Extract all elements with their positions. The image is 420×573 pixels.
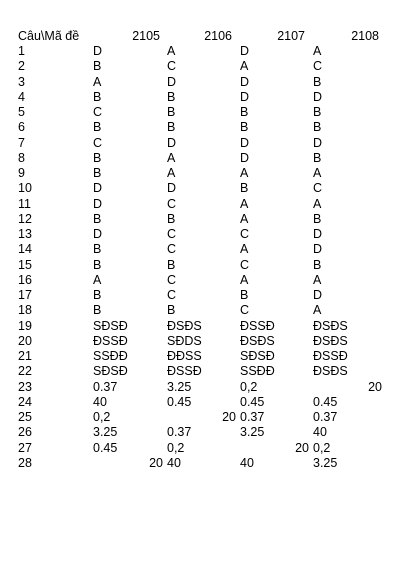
answer-cell: SĐSĐ [93, 364, 128, 379]
answer-cell: A [313, 166, 322, 180]
answer-cell: D [93, 196, 103, 211]
answer-cell: 0.45 [93, 440, 118, 455]
table-row [0, 425, 420, 440]
answer-cell: B [93, 288, 102, 302]
answer-cell: 3.25 [167, 379, 192, 394]
question-number: 13 [18, 227, 32, 241]
answer-cell: D [167, 181, 177, 196]
answer-cell: B [93, 166, 102, 180]
table-row [0, 288, 420, 303]
table-row [0, 349, 420, 364]
answer-cell: 0.45 [240, 394, 265, 409]
table-row [0, 334, 420, 349]
answer-cell: B [313, 74, 322, 89]
answer-cell: ĐSSĐ [313, 349, 348, 363]
answer-cell: B [93, 120, 102, 135]
question-number: 19 [18, 318, 32, 333]
answer-cell: B [167, 120, 176, 135]
exam-code-header: 2107 [277, 29, 305, 43]
question-number: 14 [18, 242, 32, 257]
answer-cell: B [93, 242, 102, 257]
answer-cell: B [240, 181, 249, 196]
answer-cell: A [313, 44, 322, 58]
answer-cell: 0.37 [240, 410, 265, 424]
answer-cell: B [313, 105, 322, 119]
answer-cell: A [240, 211, 249, 226]
answer-cell: 40 [240, 455, 254, 470]
header-row [0, 29, 420, 44]
answer-cell: 20 [368, 379, 382, 394]
table-row [0, 258, 420, 273]
table-row [0, 242, 420, 257]
answer-cell: B [167, 303, 176, 318]
answer-cell: A [240, 272, 249, 287]
answer-cell: A [93, 74, 102, 89]
answer-cell: B [93, 89, 102, 104]
answer-cell: SĐDS [167, 333, 202, 348]
answer-cell: A [240, 166, 249, 180]
answer-cell: SSĐĐ [93, 349, 128, 363]
answer-cell: ĐSĐS [313, 333, 348, 348]
answer-cell: A [93, 272, 102, 287]
question-column-header: Câu\Mã đề [18, 29, 80, 43]
answer-cell: A [313, 272, 322, 287]
question-number: 7 [18, 135, 25, 150]
question-number: 27 [18, 440, 32, 455]
answer-cell: C [167, 196, 177, 211]
question-number: 2 [18, 59, 25, 74]
answer-cell: B [313, 150, 322, 165]
answer-cell: B [167, 211, 176, 226]
question-number: 23 [18, 379, 32, 394]
answer-cell: 0,2 [93, 410, 111, 424]
table-row [0, 395, 420, 410]
answer-cell: 0,2 [313, 440, 331, 455]
table-row [0, 166, 420, 181]
answer-cell: B [240, 120, 249, 135]
answer-cell: C [167, 227, 177, 241]
exam-code-header: 2108 [351, 29, 379, 43]
answer-cell: A [240, 196, 249, 211]
table-row [0, 380, 420, 395]
answer-cell: C [240, 257, 250, 272]
exam-code-header: 2106 [204, 29, 232, 43]
question-number: 4 [18, 89, 25, 104]
table-row [0, 456, 420, 471]
answer-cell: D [313, 288, 323, 302]
answer-cell: 0.45 [167, 394, 192, 409]
table-row [0, 410, 420, 425]
answer-cell: C [93, 135, 103, 150]
table-row [0, 59, 420, 74]
answer-cell: SSĐĐ [240, 364, 275, 379]
question-number: 6 [18, 120, 25, 135]
table-row [0, 44, 420, 59]
table-row [0, 105, 420, 120]
answer-cell: C [167, 242, 177, 257]
table-row [0, 151, 420, 166]
answer-cell: C [93, 105, 103, 119]
answer-cell: 3.25 [240, 425, 265, 440]
question-number: 21 [18, 349, 32, 363]
answer-cell: SĐSĐ [240, 349, 275, 363]
answer-cell: 0.45 [313, 394, 338, 409]
question-number: 9 [18, 166, 25, 180]
question-number: 8 [18, 150, 25, 165]
answer-cell: A [313, 303, 322, 318]
question-number: 17 [18, 288, 32, 302]
question-number: 18 [18, 303, 32, 318]
answer-cell: B [313, 257, 322, 272]
question-number: 5 [18, 105, 25, 119]
answer-cell: 0.37 [93, 379, 118, 394]
answer-cell: 40 [93, 394, 107, 409]
answer-cell: ĐĐSS [167, 349, 202, 363]
answer-cell: 0,2 [167, 440, 185, 455]
table-row [0, 120, 420, 135]
question-number: 25 [18, 410, 32, 424]
table-row [0, 364, 420, 379]
table-row [0, 319, 420, 334]
answer-cell: D [167, 74, 177, 89]
answer-cell: D [240, 44, 250, 58]
answer-cell: C [167, 272, 177, 287]
answer-cell: 20 [222, 410, 236, 424]
answer-cell: 40 [313, 425, 327, 440]
answer-cell: D [313, 227, 323, 241]
answer-cell: ĐSSĐ [93, 333, 128, 348]
answer-cell: B [93, 257, 102, 272]
answer-cell: ĐSĐS [313, 318, 348, 333]
question-number: 10 [18, 181, 32, 196]
answer-cell: A [167, 150, 176, 165]
answer-cell: B [167, 257, 176, 272]
answer-cell: ĐSSĐ [167, 364, 202, 379]
question-number: 16 [18, 272, 32, 287]
answer-cell: C [313, 181, 323, 196]
answer-cell: 40 [167, 455, 181, 470]
question-number: 22 [18, 364, 32, 379]
table-row [0, 227, 420, 242]
answer-cell: 0,2 [240, 379, 258, 394]
answer-cell: SĐSĐ [93, 318, 128, 333]
answer-cell: 20 [149, 455, 163, 470]
answer-cell: D [93, 227, 103, 241]
question-number: 1 [18, 44, 25, 58]
answer-cell: A [240, 242, 249, 257]
answer-cell: D [313, 242, 323, 257]
question-number: 3 [18, 74, 25, 89]
answer-cell: C [167, 288, 177, 302]
exam-code-header: 2105 [132, 29, 160, 43]
question-number: 24 [18, 394, 32, 409]
answer-cell: 3.25 [313, 455, 338, 470]
answer-cell: ĐSSĐ [240, 318, 275, 333]
question-number: 26 [18, 425, 32, 440]
question-number: 11 [18, 196, 31, 211]
answer-cell: D [240, 89, 250, 104]
answer-cell: 20 [295, 440, 309, 455]
table-row [0, 441, 420, 456]
question-number: 12 [18, 211, 32, 226]
answer-cell: C [240, 303, 250, 318]
answer-cell: C [313, 59, 323, 74]
answer-cell: B [313, 120, 322, 135]
answer-cell: B [167, 105, 176, 119]
answer-cell: D [313, 89, 323, 104]
answer-cell: D [240, 74, 250, 89]
answer-cell: B [313, 211, 322, 226]
answer-cell: ĐSĐS [167, 318, 202, 333]
table-row [0, 90, 420, 105]
table-row [0, 303, 420, 318]
table-row [0, 75, 420, 90]
table-row [0, 273, 420, 288]
answer-cell: B [93, 211, 102, 226]
answer-cell: B [240, 288, 249, 302]
answer-cell: C [167, 59, 177, 74]
answer-cell: B [167, 89, 176, 104]
answer-cell: ĐSĐS [240, 333, 275, 348]
answer-cell: D [93, 44, 103, 58]
answer-cell: B [93, 303, 102, 318]
answer-cell: 3.25 [93, 425, 118, 440]
answer-cell: D [167, 135, 177, 150]
answer-cell: B [93, 150, 102, 165]
answer-cell: A [167, 166, 176, 180]
table-row [0, 212, 420, 227]
question-number: 28 [18, 455, 32, 470]
answer-cell: C [240, 227, 250, 241]
answer-cell: A [167, 44, 176, 58]
answer-cell: D [313, 135, 323, 150]
answer-cell: ĐSĐS [313, 364, 348, 379]
question-number: 15 [18, 257, 32, 272]
answer-cell: B [93, 59, 102, 74]
table-row [0, 136, 420, 151]
answer-cell: D [93, 181, 103, 196]
table-row [0, 181, 420, 196]
answer-cell: D [240, 150, 250, 165]
answer-cell: 0.37 [167, 425, 192, 440]
table-row [0, 197, 420, 212]
question-number: 20 [18, 333, 32, 348]
answer-cell: D [240, 135, 250, 150]
answer-cell: 0.37 [313, 410, 338, 424]
answer-cell: A [240, 59, 249, 74]
answer-cell: B [240, 105, 249, 119]
answer-cell: A [313, 196, 322, 211]
